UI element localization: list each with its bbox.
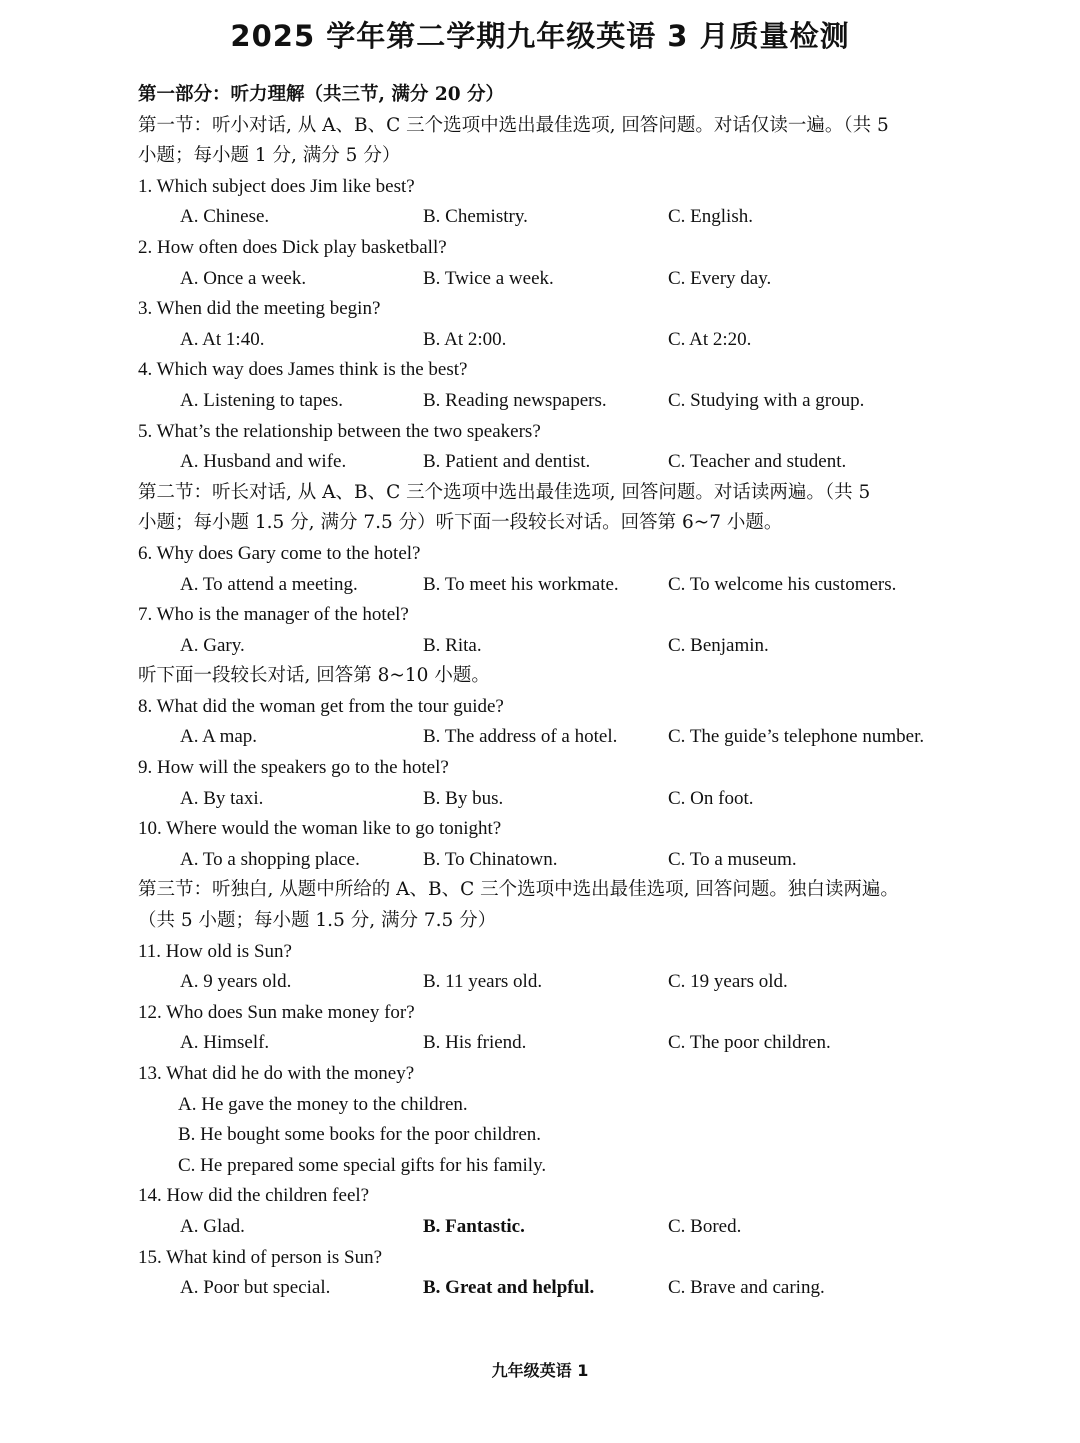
question-text: How often does Dick play basketball? — [157, 236, 447, 258]
page-title: 2025 学年第二学期九年级英语 3 月质量检测 — [230, 19, 850, 53]
option-b: B. By bus. — [423, 787, 504, 809]
question-text: Where would the woman like to go tonight? — [166, 818, 502, 840]
option-b: B. His friend. — [423, 1032, 527, 1054]
option-c: C. Every day. — [668, 267, 772, 289]
question-text: What’s the relationship between the two speakers? — [156, 420, 541, 442]
question-number: 7. — [138, 604, 153, 626]
question-6-options — [138, 570, 953, 601]
option-b: B. The address of a hotel. — [423, 726, 618, 748]
option-c: C. Teacher and student. — [668, 451, 847, 473]
question-1-options — [138, 202, 953, 233]
option-c: C. English. — [668, 206, 753, 228]
question-text: What kind of person is Sun? — [166, 1246, 382, 1268]
option-a: A. Poor but special. — [180, 1277, 331, 1299]
option-b: B. To Chinatown. — [423, 848, 558, 870]
option-b: B. Fantastic. — [423, 1215, 525, 1237]
exam-content — [138, 80, 953, 1304]
option-c: C. Bored. — [668, 1215, 742, 1237]
question-13-option-b-row — [138, 1120, 953, 1151]
section2-instructions-line2: 小题；每小题 1.5 分, 满分 7.5 分）听下面一段较长对话。回答第 6~7 小题。 — [138, 512, 783, 534]
option-a: A. He gave the money to the children. — [178, 1093, 468, 1115]
question-number: 3. — [138, 298, 153, 320]
option-c: C. The poor children. — [668, 1032, 831, 1054]
question-13-option-c-row — [138, 1151, 953, 1182]
question-8-options — [138, 722, 953, 753]
question-15-options — [138, 1273, 953, 1304]
option-c: C. 19 years old. — [668, 971, 788, 993]
question-5-options — [138, 447, 953, 478]
option-a: A. Husband and wife. — [180, 451, 347, 473]
section1-instructions-line2: 小题；每小题 1 分, 满分 5 分） — [138, 145, 401, 167]
section2-mid-instructions: 听下面一段较长对话, 回答第 8~10 小题。 — [138, 665, 490, 687]
question-9 — [138, 753, 953, 784]
question-10-options — [138, 845, 953, 876]
option-b: B. Great and helpful. — [423, 1277, 595, 1299]
question-5 — [138, 417, 953, 448]
question-text: How did the children feel? — [166, 1185, 370, 1207]
option-a: A. Chinese. — [180, 206, 270, 228]
question-13-option-a-row — [138, 1090, 953, 1121]
section3-instructions-line1: 第三节：听独白, 从题中所给的 A、B、C 三个选项中选出最佳选项, 回答问题。独白读两遍。 — [138, 879, 899, 901]
section1-instructions-line1: 第一节：听小对话, 从 A、B、C 三个选项中选出最佳选项, 回答问题。对话仅读一遍。（共 5 — [138, 114, 889, 136]
option-a: A. At 1:40. — [180, 328, 265, 350]
option-a: A. Gary. — [180, 634, 245, 656]
option-a: A. Glad. — [180, 1215, 245, 1237]
question-number: 9. — [138, 757, 153, 779]
question-number: 15. — [138, 1246, 162, 1268]
option-c: C. To a museum. — [668, 848, 797, 870]
question-number: 14. — [138, 1185, 162, 1207]
option-a: A. To a shopping place. — [180, 848, 360, 870]
page-footer: 九年级英语 1 — [491, 1361, 589, 1380]
option-a: A. To attend a meeting. — [180, 573, 358, 595]
question-text: Which way does James think is the best? — [156, 359, 468, 381]
option-b: B. Patient and dentist. — [423, 451, 591, 473]
question-number: 6. — [138, 542, 153, 564]
question-2 — [138, 233, 953, 264]
option-c: C. Studying with a group. — [668, 389, 865, 411]
question-text: How will the speakers go to the hotel? — [157, 757, 449, 779]
question-text: Why does Gary come to the hotel? — [156, 542, 421, 564]
option-c: C. Benjamin. — [668, 634, 769, 656]
question-number: 8. — [138, 695, 153, 717]
option-a: A. Listening to tapes. — [180, 389, 344, 411]
question-text: Who is the manager of the hotel? — [156, 604, 409, 626]
question-number: 13. — [138, 1063, 162, 1084]
question-number: 1. — [138, 175, 153, 197]
option-b: B. He bought some books for the poor children. — [178, 1124, 542, 1146]
option-b: B. Chemistry. — [423, 206, 528, 228]
question-text: What did he do with the money? — [166, 1063, 415, 1084]
question-number: 12. — [138, 1001, 162, 1023]
question-number: 4. — [138, 359, 153, 381]
question-text: What did the woman get from the tour guide? — [156, 695, 504, 717]
question-text: How old is Sun? — [165, 940, 292, 962]
option-b: B. 11 years old. — [423, 971, 543, 993]
option-a: A. Himself. — [180, 1032, 270, 1054]
question-1 — [138, 172, 953, 203]
question-7 — [138, 600, 953, 631]
question-text: When did the meeting begin? — [156, 298, 381, 320]
section3-instructions-line2: （共 5 小题；每小题 1.5 分, 满分 7.5 分） — [138, 910, 497, 932]
question-6 — [138, 539, 953, 570]
option-c: C. On foot. — [668, 787, 754, 809]
question-4-options — [138, 386, 953, 417]
option-b: B. At 2:00. — [423, 328, 507, 350]
option-c: C. To welcome his customers. — [668, 573, 897, 595]
question-11 — [138, 937, 953, 968]
question-3 — [138, 294, 953, 325]
question-7-options — [138, 631, 953, 662]
question-15 — [138, 1243, 953, 1274]
question-10 — [138, 814, 953, 845]
question-14-options — [138, 1212, 953, 1243]
question-number: 2. — [138, 236, 153, 258]
option-c: C. Brave and caring. — [668, 1277, 825, 1299]
question-number: 11. — [138, 940, 162, 962]
question-text: Who does Sun make money for? — [166, 1001, 415, 1023]
option-a: A. Once a week. — [180, 267, 307, 289]
question-number: 5. — [138, 420, 153, 442]
question-2-options — [138, 264, 953, 295]
question-4 — [138, 355, 953, 386]
question-14 — [138, 1181, 953, 1212]
section2-instructions-line1: 第二节：听长对话, 从 A、B、C 三个选项中选出最佳选项, 回答问题。对话读两遍。（共 5 — [138, 481, 871, 503]
question-text: Which subject does Jim like best? — [156, 175, 415, 197]
question-9-options — [138, 784, 953, 815]
question-11-options — [138, 967, 953, 998]
option-c: C. The guide’s telephone number. — [668, 726, 925, 748]
part1-heading: 第一部分：听力理解（共三节, 满分 20 分） — [138, 84, 505, 105]
question-13 — [138, 1059, 953, 1090]
question-12 — [138, 998, 953, 1029]
question-3-options — [138, 325, 953, 356]
option-c: C. At 2:20. — [668, 328, 752, 350]
option-a: A. 9 years old. — [180, 971, 292, 993]
option-b: B. Rita. — [423, 634, 482, 656]
option-b: B. To meet his workmate. — [423, 573, 619, 595]
question-number: 10. — [138, 818, 162, 840]
option-b: B. Reading newspapers. — [423, 389, 607, 411]
option-c: C. He prepared some special gifts for his family. — [178, 1154, 547, 1176]
question-8 — [138, 692, 953, 723]
option-b: B. Twice a week. — [423, 267, 554, 289]
option-a: A. A map. — [180, 726, 258, 748]
option-a: A. By taxi. — [180, 787, 264, 809]
question-12-options — [138, 1028, 953, 1059]
